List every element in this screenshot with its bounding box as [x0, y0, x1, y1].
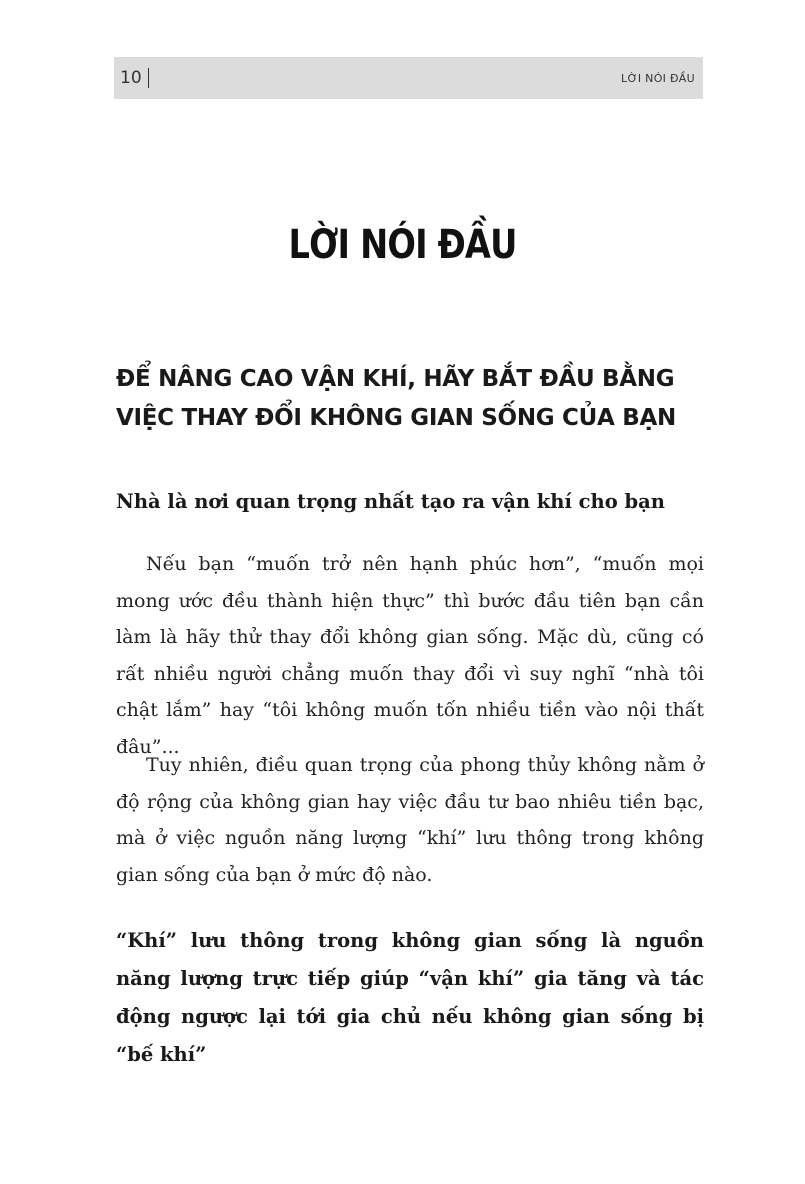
header-divider [148, 68, 149, 88]
callout-heading: “Khí” lưu thông trong không gian sống là nguồn năng lượng trực tiếp giúp “vận khí” gia tăng và tác động ngược lại tới gia chủ nếu không gian sống bị “bế khí” [116, 929, 704, 1066]
chapter-title: LỜI NÓI ĐẦU [288, 222, 517, 268]
page-number: 10 [120, 68, 142, 88]
running-title: LỜI NÓI ĐẦU [621, 72, 695, 85]
section-heading: ĐỂ NÂNG CAO VẬN KHÍ, HÃY BẮT ĐẦU BẰNG VIỆC THAY ĐỔI KHÔNG GIAN SỐNG CỦA BẠN [116, 366, 676, 431]
sub-heading: Nhà là nơi quan trọng nhất tạo ra vận khí cho bạn [116, 490, 665, 513]
body-paragraph-2: Tuy nhiên, điều quan trọng của phong thủy không nằm ở độ rộng của không gian hay việc đầu tư bao nhiêu tiền bạc, mà ở việc nguồn năng lượng “khí” lưu thông trong không gian sống của bạn ở mức độ nào. [116, 754, 704, 886]
page-header [114, 57, 703, 99]
body-paragraph-1: Nếu bạn “muốn trở nên hạnh phúc hơn”, “muốn mọi mong ước đều thành hiện thực” thì bước đầu tiên bạn cần làm là hãy thử thay đổi không gian sống. Mặc dù, cũng có rất nhiều người chẳng muốn thay đổi vì suy nghĩ “nhà tôi chật lắm” hay “tôi không muốn tốn nhiều tiền vào nội thất đâu”... [116, 553, 704, 758]
